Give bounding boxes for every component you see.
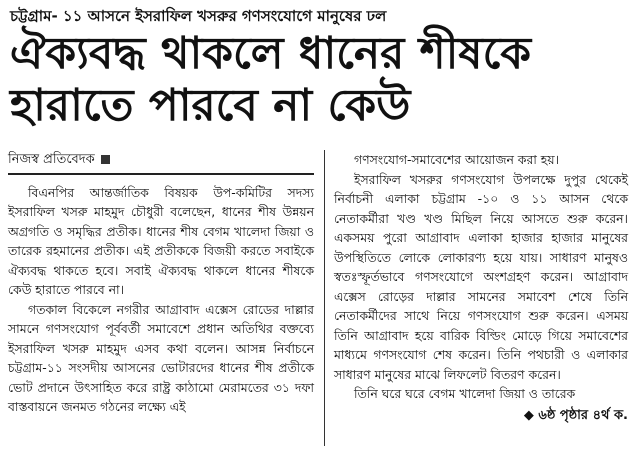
continuation-text: ৬ষ্ঠ পৃষ্ঠার ৪র্থ ক. (538, 407, 628, 423)
left-column (8, 150, 314, 417)
right-column (334, 150, 628, 425)
byline-text: নিজস্ব প্রতিবেদক (8, 152, 95, 167)
byline (8, 150, 314, 170)
paragraph: বিএনপির আন্তর্জাতিক বিষয়ক উপ-কমিটির সদস্য ইসরাফিল খসরু মাহমুদ চৌধুরী বলেছেন, ধানের শীষ উন্নয়ন অগ্রগতি ও সমৃদ্ধির প্রতীক। ধানের শীষ বেগম খালেদা জিয়া ও তারেক রহমানের প্রতীক। এই প্রতীককে বিজয়ী করতে সবাইকে ঐক্যবদ্ধ থাকতে হবে। সবাই ঐক্যবদ্ধ থাকলে ধানের শীষকে কেউ হারাতে পারবে না। (8, 184, 314, 297)
headline-line-2: হারাতে পারবে না কেউ (10, 80, 411, 131)
column-divider (324, 150, 325, 446)
diamond-icon: ◆ (523, 407, 539, 423)
byline-square-icon (101, 155, 110, 164)
paragraph: ইসরাফিল খসরুর গণসংযোগ উপলক্ষে দুপুর থেকেই নির্বাচনী এলাকা চট্টগ্রাম -১০ ও ১১ আসন থেকে নেতাকর্মীরা খণ্ড খণ্ড মিছিল নিয়ে আসতে শুরু করেন। একসময় পুরো আগ্রাবাদ এলাকা হাজার হাজার মানুষের উপস্থিতিতে লোকে লোকারণ্য হয়ে যায়। সাধারণ মানুষও স্বতঃস্ফূর্তভাবে গণসংযোগে অংশগ্রহণ করেন। আগ্রাবাদ এক্সেস রোড়ের দাল্লার সামনের সমাবেশ শেষে তিনি নেতাকর্মীদের সাথে নিয়ে গণসংযোগ শুরু করেন। এসময় তিনি আগ্রাবাদ হয়ে বারিক বিল্ডিং মোড়ে গিয়ে সমাবেশের মাধ্যমে গণসংযোগ শেষ করেন। তিনি পথচারী ও এলাকার সাধারণ মানুষের মাঝে লিফলেট বিতরণ করেন। (334, 171, 628, 382)
headline (10, 28, 628, 132)
byline-divider (8, 173, 314, 175)
continuation-note (334, 406, 628, 426)
paragraph: গতকাল বিকেলে নগরীর আগ্রাবাদ এক্সেস রোডের দাল্লার সামনে গণসংযোগ পূর্ববর্তী সমাবেশে প্রধান অতিথির বক্তব্যে ইসরাফিল খসরু মাহমুদ এসব কথা বলেন। আসন্ন নির্বাচনে চট্টগ্রাম-১১ সংসদীয় আসনের ভোটারদের ধানের শীষ প্রতীকে ভোট প্রদানে উৎসাহিত করে রাষ্ট্র কাঠামো মেরামতের ৩১ দফা বাস্তবায়নে জনমত গঠনের লক্ষ্যে এই (8, 301, 314, 414)
paragraph: তিনি ঘরে ঘরে বেগম খালেদা জিয়া ও তারেক (354, 386, 576, 401)
headline-line-1: ঐক্যবদ্ধ থাকলে ধানের শীষকে (10, 28, 532, 79)
kicker-line: চট্টগ্রাম- ১১ আসনে ইসরাফিল খসরুর গণসংযোগে মানুষের ঢল (10, 7, 387, 25)
article-body (8, 150, 628, 450)
paragraph: গণসংযোগ-সমাবেশের আয়োজন করা হয়। (354, 152, 560, 167)
